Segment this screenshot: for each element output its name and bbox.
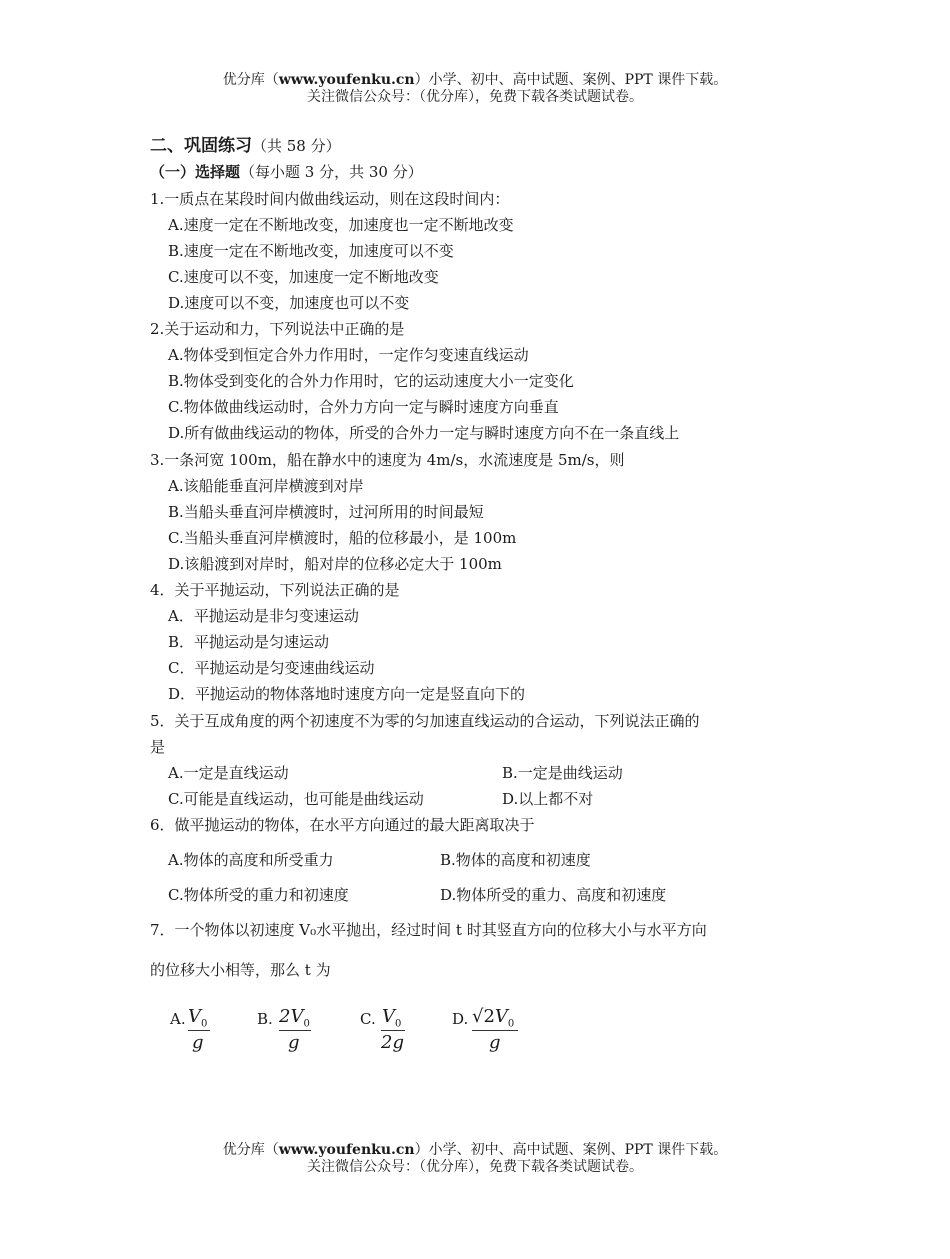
question-5-option-b[interactable]: B.一定是曲线运动 [502,764,623,782]
question-5-stem-line-1: 5．关于互成角度的两个初速度不为零的匀加速直线运动的合运动，下列说法正确的 [150,712,700,730]
question-2-option-d[interactable]: D.所有做曲线运动的物体，所受的合外力一定与瞬时速度方向不在一条直线上 [168,424,680,442]
page-header [0,72,950,106]
option-label: D. [452,1010,469,1028]
section-heading [150,136,341,156]
question-7-option-c[interactable] [360,1008,410,1058]
fraction-denominator: g [288,1032,300,1053]
question-3-option-a[interactable]: A.该船能垂直河岸横渡到对岸 [168,477,364,495]
question-2-option-a[interactable]: A.物体受到恒定合外力作用时，一定作匀变速直线运动 [168,346,529,364]
question-1-stem: 1.一质点在某段时间内做曲线运动，则在这段时间内： [150,190,510,208]
page-footer [0,1142,950,1176]
footer-line-1 [0,1142,950,1159]
fraction-denominator: g [489,1032,501,1053]
fraction-numerator [279,1006,310,1030]
question-6-option-c[interactable]: C.物体所受的重力和初速度 [168,886,349,904]
option-label: A. [170,1010,186,1028]
question-2-option-b[interactable]: B.物体受到变化的合外力作用时，它的运动速度大小一定变化 [168,372,574,390]
subsection-heading [150,162,423,182]
question-1-option-a[interactable]: A.速度一定在不断地改变，加速度也一定不断地改变 [168,216,514,234]
section-title: 二、巩固练习 [150,136,252,156]
numerator-text: V [494,1006,508,1027]
option-label: C. [360,1010,376,1028]
question-7-stem-line-1: 7．一个物体以初速度 V₀水平抛出，经过时间 t 时其竖直方向的位移大小与水平方向 [150,921,707,939]
numerator-subscript: 0 [303,1018,310,1030]
question-4-stem: 4．关于平抛运动，下列说法正确的是 [150,581,400,599]
question-4-option-a[interactable]: A．平抛运动是非匀变速运动 [168,607,359,625]
question-3-option-b[interactable]: B.当船头垂直河岸横渡时，过河所用的时间最短 [168,503,484,521]
question-5-option-a[interactable]: A.一定是直线运动 [168,764,289,782]
question-4-option-d[interactable]: D．平抛运动的物体落地时速度方向一定是竖直向下的 [168,685,526,703]
question-6-option-b[interactable]: B.物体的高度和初速度 [440,851,591,869]
question-6-option-d[interactable]: D.物体所受的重力、高度和初速度 [440,886,667,904]
question-6-option-a[interactable]: A.物体的高度和所受重力 [168,851,334,869]
numerator-subscript: 0 [507,1018,515,1030]
footer-suffix: ）小学、初中、高中试题、案例、PPT 课件下载。 [414,1142,728,1158]
footer-line-2: 关注微信公众号：（优分库），免费下载各类试题试卷。 [307,1159,643,1175]
numerator-subscript: 0 [201,1018,208,1030]
question-1-option-b[interactable]: B.速度一定在不断地改变，加速度可以不变 [168,242,454,260]
numerator-subscript: 0 [395,1018,402,1030]
numerator-text: 2V [279,1006,304,1027]
question-2-stem: 2.关于运动和力，下列说法中正确的是 [150,320,405,338]
numerator-text: V [382,1006,395,1027]
fraction-numerator [382,1006,401,1030]
question-4-option-b[interactable]: B．平抛运动是匀速运动 [168,633,330,651]
question-7-option-a[interactable] [170,1008,220,1058]
question-7-option-b[interactable] [257,1008,317,1058]
question-3-option-c[interactable]: C.当船头垂直河岸横渡时，船的位移最小，是 100m [168,529,517,547]
fraction-bar [472,1030,518,1031]
question-4-option-c[interactable]: C．平抛运动是匀变速曲线运动 [168,659,375,677]
question-6-stem: 6．做平抛运动的物体，在水平方向通过的最大距离取决于 [150,816,535,834]
question-5-option-c[interactable]: C.可能是直线运动，也可能是曲线运动 [168,790,424,808]
fraction-numerator [472,1006,514,1030]
question-3-stem: 3.一条河宽 100m，船在静水中的速度为 4m/s，水流速度是 5m/s，则 [150,451,625,469]
question-1-option-c[interactable]: C.速度可以不变，加速度一定不断地改变 [168,268,439,286]
question-5-option-d[interactable]: D.以上都不对 [502,790,594,808]
fraction-bar [381,1030,405,1031]
fraction-bar [188,1030,210,1031]
numerator-text: V [188,1006,201,1027]
option-label: B. [257,1010,273,1028]
question-1-option-d[interactable]: D.速度可以不变，加速度也可以不变 [168,294,410,312]
footer-site-link[interactable]: www.youfenku.cn [278,1142,415,1158]
fraction-denominator: g [192,1032,204,1053]
question-7-stem-line-2: 的位移大小相等，那么 t 为 [150,961,331,979]
header-prefix: 优分库（ [222,72,279,88]
header-line-2: 关注微信公众号：（优分库），免费下载各类试题试卷。 [307,89,643,105]
fraction-numerator [188,1006,207,1030]
header-suffix: ）小学、初中、高中试题、案例、PPT 课件下载。 [414,72,728,88]
section-score: （共 58 分） [252,137,341,155]
fraction-bar [279,1030,311,1031]
question-5-stem-line-2: 是 [150,738,166,756]
subsection-title: （一）选择题 [150,163,241,181]
question-3-option-d[interactable]: D.该船渡到对岸时，船对岸的位移必定大于 100m [168,555,502,573]
question-7-option-d[interactable] [452,1008,522,1058]
header-line-1 [0,72,950,89]
footer-prefix: 优分库（ [222,1142,279,1158]
subsection-note: （每小题 3 分，共 30 分） [240,163,423,181]
sqrt-icon: √2 [472,1006,495,1027]
header-site-link[interactable]: www.youfenku.cn [278,72,415,88]
fraction-denominator: 2g [381,1032,404,1053]
question-2-option-c[interactable]: C.物体做曲线运动时，合外力方向一定与瞬时速度方向垂直 [168,398,559,416]
